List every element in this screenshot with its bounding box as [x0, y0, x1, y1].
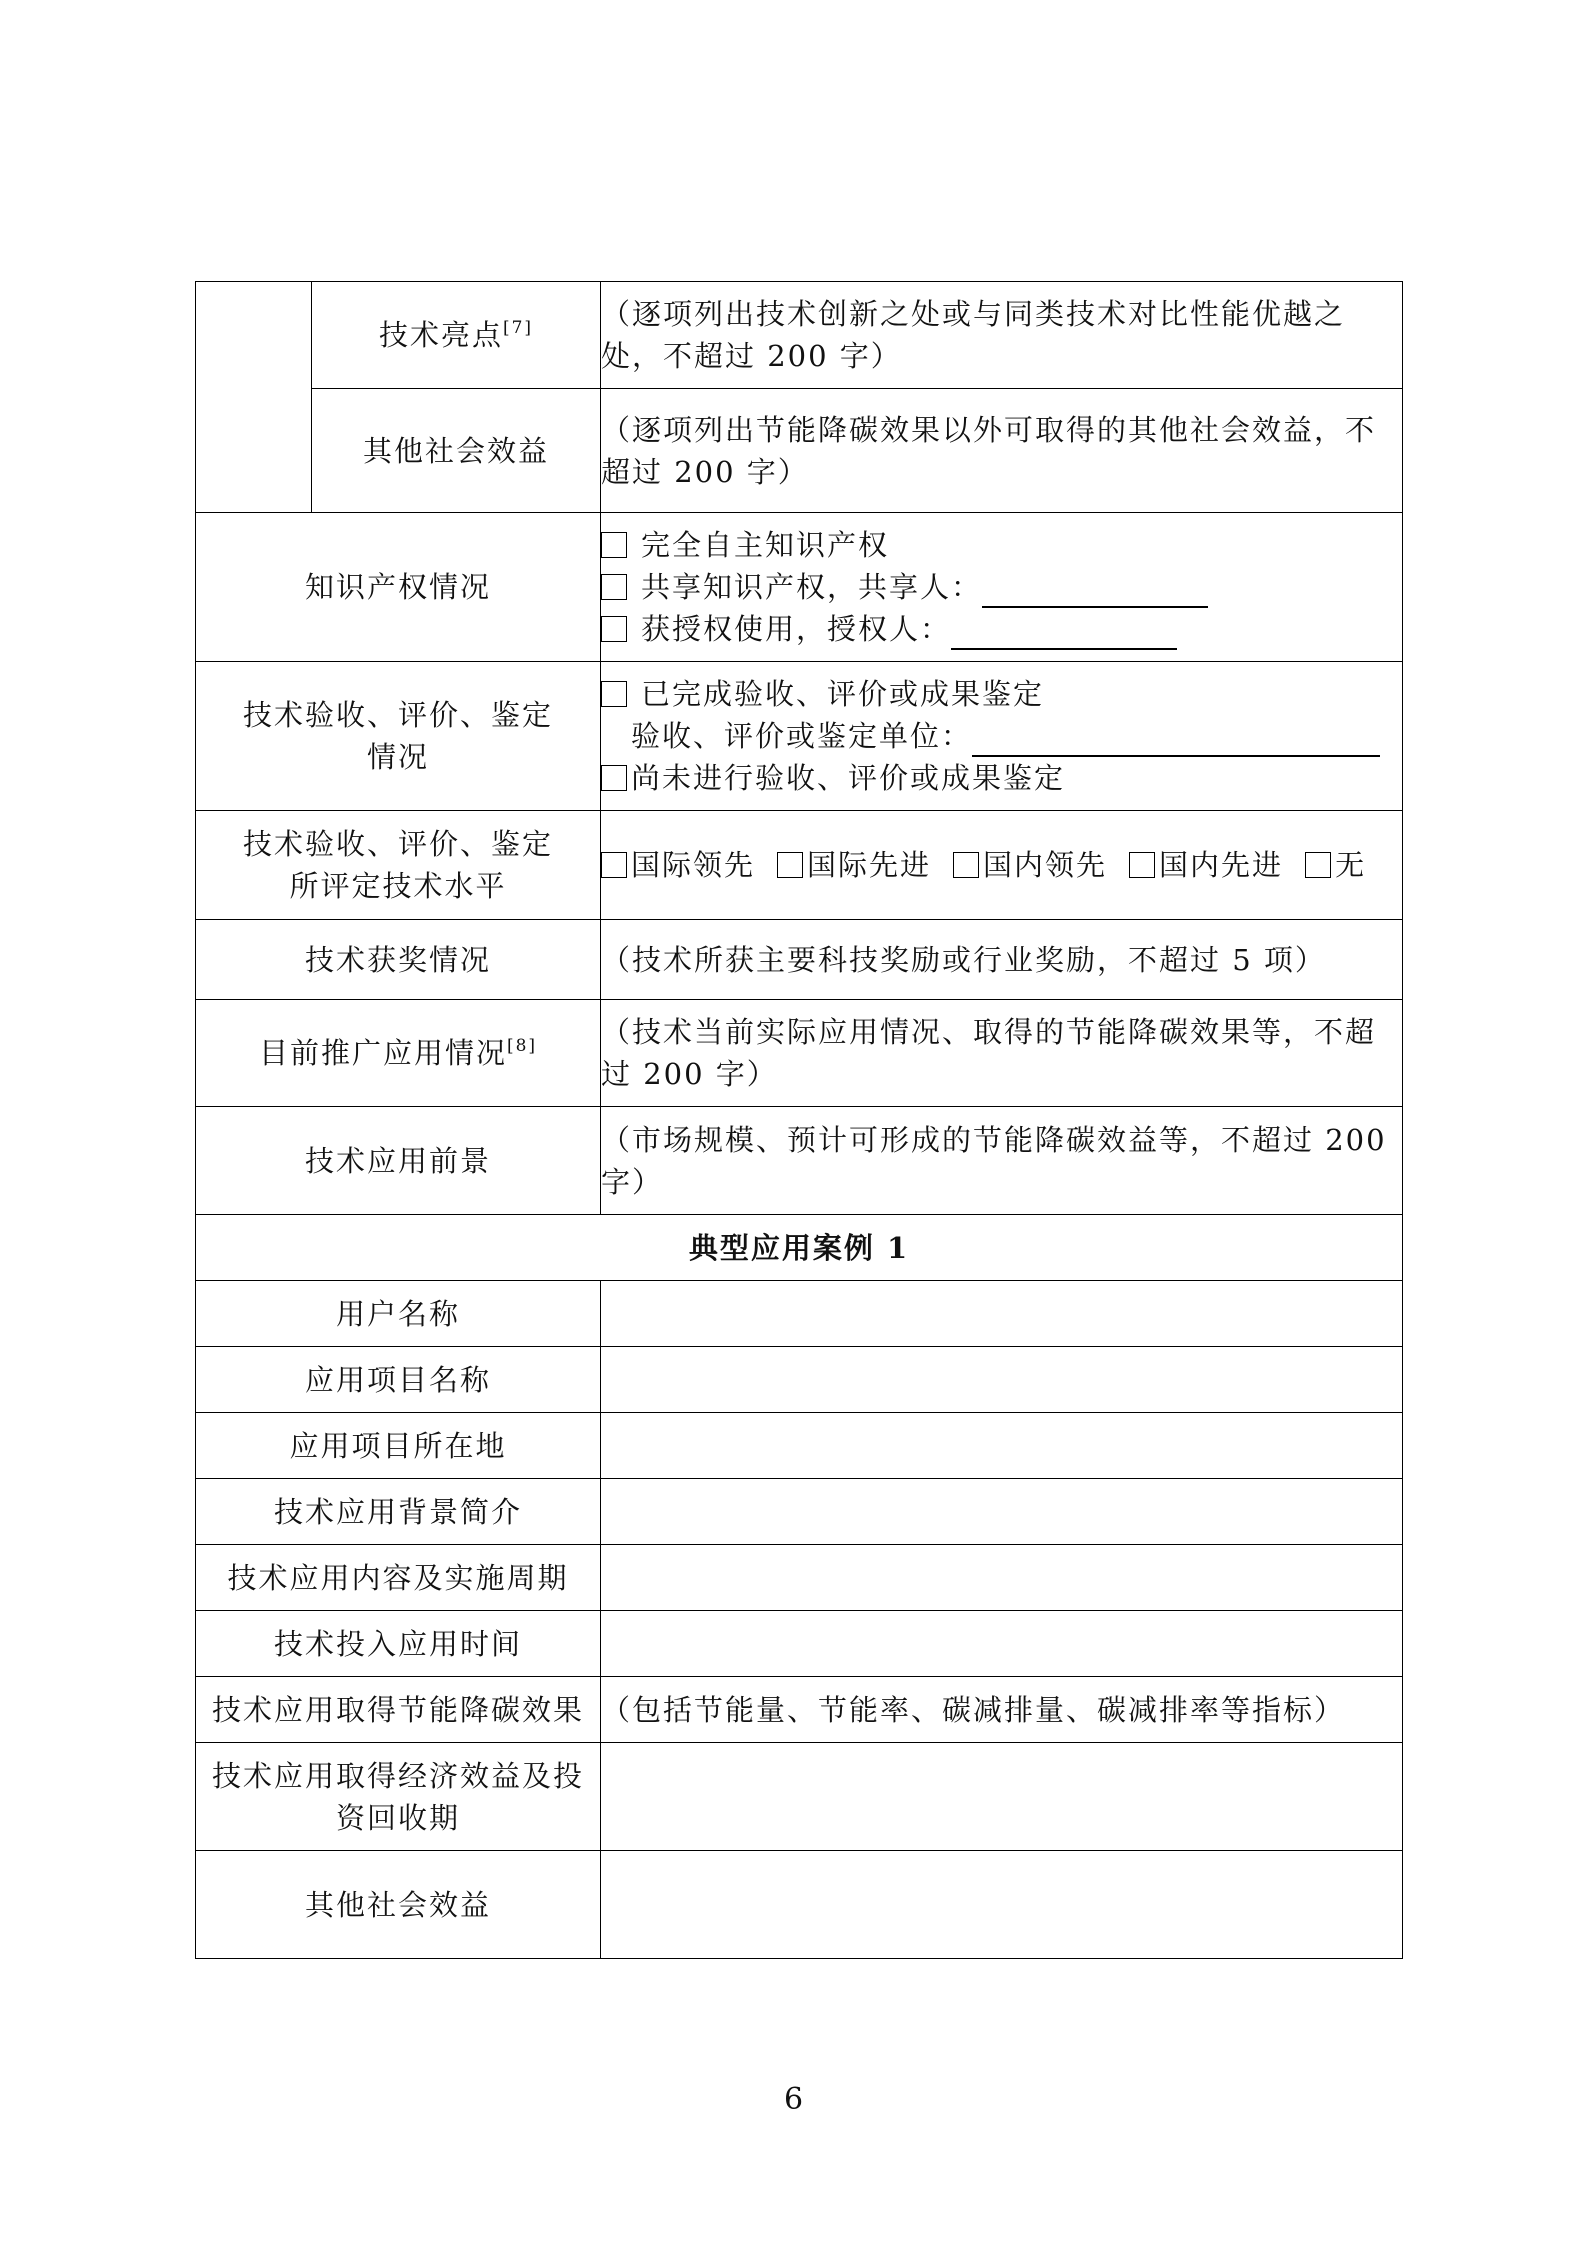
- label-tech-level: 技术验收、评价、鉴定 所评定技术水平: [196, 811, 601, 920]
- row-start-time: [196, 1611, 1403, 1677]
- label-energy-effect: 技术应用取得节能降碳效果: [196, 1677, 601, 1743]
- label-user-name: 用户名称: [196, 1281, 601, 1347]
- value-start-time[interactable]: [601, 1611, 1403, 1677]
- row-case-header: [196, 1215, 1403, 1281]
- row-background: [196, 1479, 1403, 1545]
- value-project-name[interactable]: [601, 1347, 1403, 1413]
- value-acceptance: 已完成验收、评价或成果鉴定 验收、评价或鉴定单位： 尚未进行验收、评价或成果鉴定: [601, 662, 1403, 811]
- checkbox-acceptance-not-done[interactable]: [601, 765, 627, 791]
- value-tech-highlights[interactable]: （逐项列出技术创新之处或与同类技术对比性能优越之 处，不超过 200 字）: [601, 282, 1403, 389]
- row-user-name: [196, 1281, 1403, 1347]
- checkbox-acceptance-done[interactable]: [601, 681, 627, 707]
- row-tech-level: [196, 811, 1403, 920]
- checkbox-own-ip[interactable]: [601, 532, 627, 558]
- row-ip: [196, 513, 1403, 662]
- row-project-name: [196, 1347, 1403, 1413]
- label-prospect: 技术应用前景: [196, 1107, 601, 1215]
- blank-merged-cell: [196, 282, 312, 513]
- licensor-blank-field[interactable]: [951, 618, 1177, 650]
- value-project-location[interactable]: [601, 1413, 1403, 1479]
- row-economic: [196, 1743, 1403, 1851]
- row-promotion: [196, 1000, 1403, 1107]
- footnote-ref-8: [8]: [506, 1036, 538, 1056]
- label-tech-highlights: 技术亮点[7]: [312, 282, 601, 389]
- value-economic[interactable]: [601, 1743, 1403, 1851]
- value-prospect[interactable]: （市场规模、预计可形成的节能降碳效益等，不超过 200 字）: [601, 1107, 1403, 1215]
- application-form-table: [195, 281, 1403, 1959]
- value-ip: 完全自主知识产权 共享知识产权，共享人： 获授权使用，授权人：: [601, 513, 1403, 662]
- label-promotion: 目前推广应用情况[8]: [196, 1000, 601, 1107]
- row-acceptance: [196, 662, 1403, 811]
- value-awards[interactable]: （技术所获主要科技奖励或行业奖励，不超过 5 项）: [601, 920, 1403, 1000]
- checkbox-level-none[interactable]: [1305, 852, 1331, 878]
- acceptance-unit-blank-field[interactable]: [972, 725, 1380, 757]
- row-other-social-benefits-top: [196, 389, 1403, 513]
- value-background[interactable]: [601, 1479, 1403, 1545]
- checkbox-level-domestic-advanced[interactable]: [1129, 852, 1155, 878]
- value-promotion[interactable]: （技术当前实际应用情况、取得的节能降碳效果等，不超 过 200 字）: [601, 1000, 1403, 1107]
- value-user-name[interactable]: [601, 1281, 1403, 1347]
- checkbox-level-intl-advanced[interactable]: [777, 852, 803, 878]
- row-prospect: [196, 1107, 1403, 1215]
- row-energy-effect: [196, 1677, 1403, 1743]
- label-economic: 技术应用取得经济效益及投 资回收期: [196, 1743, 601, 1851]
- label-awards: 技术获奖情况: [196, 920, 601, 1000]
- label-acceptance: 技术验收、评价、鉴定 情况: [196, 662, 601, 811]
- value-other-social-benefits[interactable]: （逐项列出节能降碳效果以外可取得的其他社会效益，不 超过 200 字）: [601, 389, 1403, 513]
- row-other-social-case: [196, 1851, 1403, 1959]
- checkbox-level-domestic-leading[interactable]: [953, 852, 979, 878]
- sharer-blank-field[interactable]: [982, 576, 1208, 608]
- row-content-period: [196, 1545, 1403, 1611]
- label-other-social-benefits: 其他社会效益: [312, 389, 601, 513]
- value-tech-level: 国际领先 国际先进 国内领先 国内先进 无: [601, 811, 1403, 920]
- value-other-social-case[interactable]: [601, 1851, 1403, 1959]
- value-content-period[interactable]: [601, 1545, 1403, 1611]
- row-tech-highlights: [196, 282, 1403, 389]
- label-project-name: 应用项目名称: [196, 1347, 601, 1413]
- label-start-time: 技术投入应用时间: [196, 1611, 601, 1677]
- row-project-location: [196, 1413, 1403, 1479]
- value-energy-effect[interactable]: （包括节能量、节能率、碳减排量、碳减排率等指标）: [601, 1677, 1403, 1743]
- label-other-social-case: 其他社会效益: [196, 1851, 601, 1959]
- row-awards: [196, 920, 1403, 1000]
- checkbox-level-intl-leading[interactable]: [601, 852, 627, 878]
- label-background: 技术应用背景简介: [196, 1479, 601, 1545]
- case-header: 典型应用案例 1: [196, 1215, 1403, 1281]
- label-project-location: 应用项目所在地: [196, 1413, 601, 1479]
- label-content-period: 技术应用内容及实施周期: [196, 1545, 601, 1611]
- page-number: 6: [783, 2082, 804, 2117]
- checkbox-licensed-ip[interactable]: [601, 616, 627, 642]
- checkbox-shared-ip[interactable]: [601, 574, 627, 600]
- label-ip: 知识产权情况: [196, 513, 601, 662]
- footnote-ref-7: [7]: [502, 318, 534, 338]
